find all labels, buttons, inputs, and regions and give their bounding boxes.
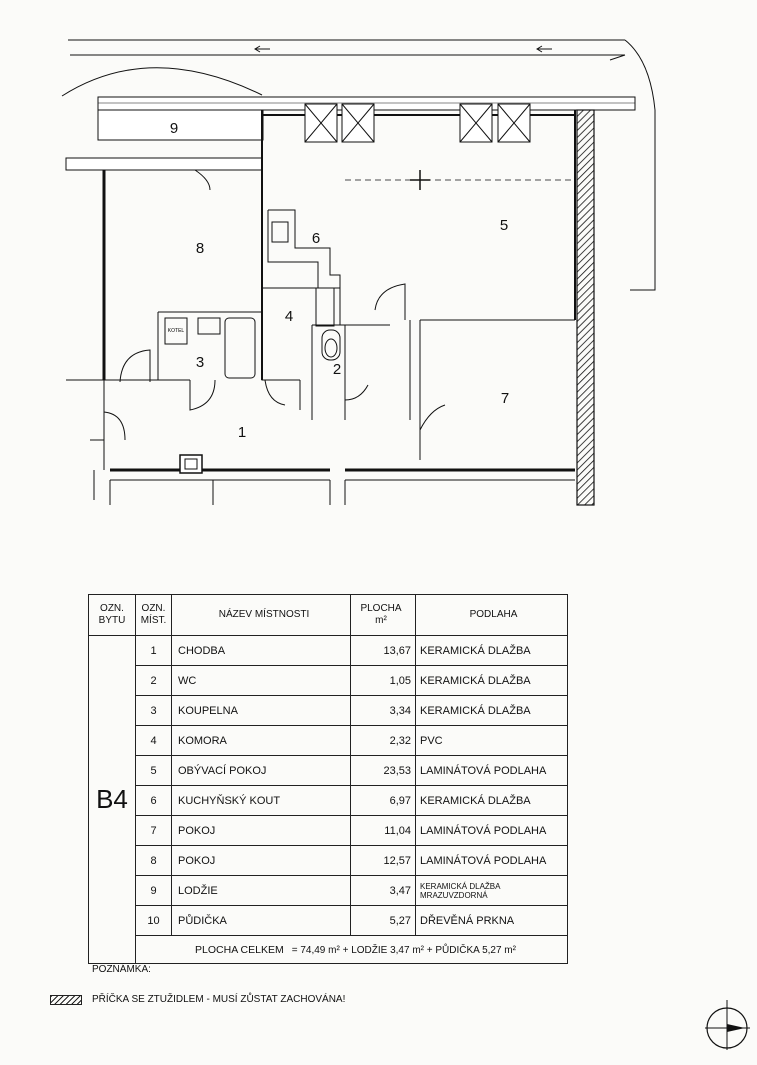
room-number-bedroom-8: 8 [195, 240, 205, 257]
north-arrow-icon [700, 998, 754, 1052]
floor-line-2: MRAZUVZDORNÁ [420, 890, 488, 900]
room-floor-cell: LAMINÁTOVÁ PODLAHA [416, 816, 568, 846]
header-floor: PODLAHA [416, 595, 568, 636]
apartment-id-cell: B4 [89, 636, 136, 964]
total-label: PLOCHA CELKEM [195, 943, 284, 956]
room-name-cell: OBÝVACÍ POKOJ [172, 756, 351, 786]
room-no-cell: 8 [136, 846, 172, 876]
room-name-cell: POKOJ [172, 846, 351, 876]
table-row [89, 696, 568, 726]
room-floor-cell: PVC [416, 726, 568, 756]
room-no-cell: 1 [136, 636, 172, 666]
legend-row [50, 994, 345, 1005]
room-floor-cell: KERAMICKÁ DLAŽBA [416, 696, 568, 726]
header-apartment-id: OZN. BYTU [89, 595, 136, 636]
room-number-hallway: 1 [237, 424, 247, 441]
room-floor-cell: KERAMICKÁ DLAŽBA [416, 666, 568, 696]
total-cell [136, 936, 568, 964]
header-room-name: NÁZEV MÍSTNOSTI [172, 595, 351, 636]
room-name-cell: KOUPELNA [172, 696, 351, 726]
room-floor-cell [416, 876, 568, 906]
table-total-row [89, 936, 568, 964]
room-no-cell: 7 [136, 816, 172, 846]
table-row [89, 786, 568, 816]
room-number-loggia: 9 [169, 120, 179, 137]
room-name-cell: POKOJ [172, 816, 351, 846]
room-number-bedroom-7: 7 [500, 390, 510, 407]
room-area-cell: 5,27 [351, 906, 416, 936]
note-title: POZNÁMKA: [92, 964, 151, 975]
room-name-cell: KOMORA [172, 726, 351, 756]
room-area-cell: 12,57 [351, 846, 416, 876]
room-floor-cell: KERAMICKÁ DLAŽBA [416, 786, 568, 816]
room-floor-cell: DŘEVĚNÁ PRKNA [416, 906, 568, 936]
room-floor-cell: LAMINÁTOVÁ PODLAHA [416, 846, 568, 876]
header-room-id: OZN. MÍST. [136, 595, 172, 636]
table-row [89, 756, 568, 786]
room-name-cell: PŮDIČKA [172, 906, 351, 936]
table-row [89, 846, 568, 876]
room-name-cell: LODŽIE [172, 876, 351, 906]
room-area-cell: 3,34 [351, 696, 416, 726]
room-area-cell: 3,47 [351, 876, 416, 906]
table-row [89, 666, 568, 696]
room-table [88, 594, 568, 964]
room-name-cell: KUCHYŇSKÝ KOUT [172, 786, 351, 816]
room-number-wc: 2 [332, 361, 342, 378]
room-no-cell: 2 [136, 666, 172, 696]
total-value: = 74,49 m² + LODŽIE 3,47 m² + PŮDIČKA 5,27 m² [291, 944, 516, 956]
header-area: PLOCHA m² [351, 595, 416, 636]
table-row [89, 876, 568, 906]
room-floor-cell: KERAMICKÁ DLAŽBA [416, 636, 568, 666]
table-row [89, 906, 568, 936]
room-no-cell: 10 [136, 906, 172, 936]
table-row [89, 726, 568, 756]
room-no-cell: 6 [136, 786, 172, 816]
room-number-living-room: 5 [499, 217, 509, 234]
room-name-cell: WC [172, 666, 351, 696]
room-no-cell: 3 [136, 696, 172, 726]
room-floor-cell: LAMINÁTOVÁ PODLAHA [416, 756, 568, 786]
room-number-kitchen: 6 [311, 230, 321, 247]
room-no-cell: 9 [136, 876, 172, 906]
room-name-cell: CHODBA [172, 636, 351, 666]
room-area-cell: 13,67 [351, 636, 416, 666]
room-number-bathroom: 3 [195, 354, 205, 371]
room-area-cell: 2,32 [351, 726, 416, 756]
legend-text: PŘÍČKA SE ZTUŽIDLEM - MUSÍ ZŮSTAT ZACHOVÁNA! [92, 994, 346, 1005]
room-area-cell: 6,97 [351, 786, 416, 816]
room-no-cell: 4 [136, 726, 172, 756]
room-no-cell: 5 [136, 756, 172, 786]
table-row [89, 816, 568, 846]
room-area-cell: 11,04 [351, 816, 416, 846]
room-number-pantry: 4 [284, 308, 294, 325]
table-row [89, 636, 568, 666]
boiler-label: KOTEL [167, 328, 185, 334]
floor-line-1: KERAMICKÁ DLAŽBA [420, 881, 501, 891]
room-area-cell: 23,53 [351, 756, 416, 786]
hatched-wall-swatch-icon [50, 995, 82, 1005]
room-area-cell: 1,05 [351, 666, 416, 696]
table-header-row [89, 595, 568, 636]
